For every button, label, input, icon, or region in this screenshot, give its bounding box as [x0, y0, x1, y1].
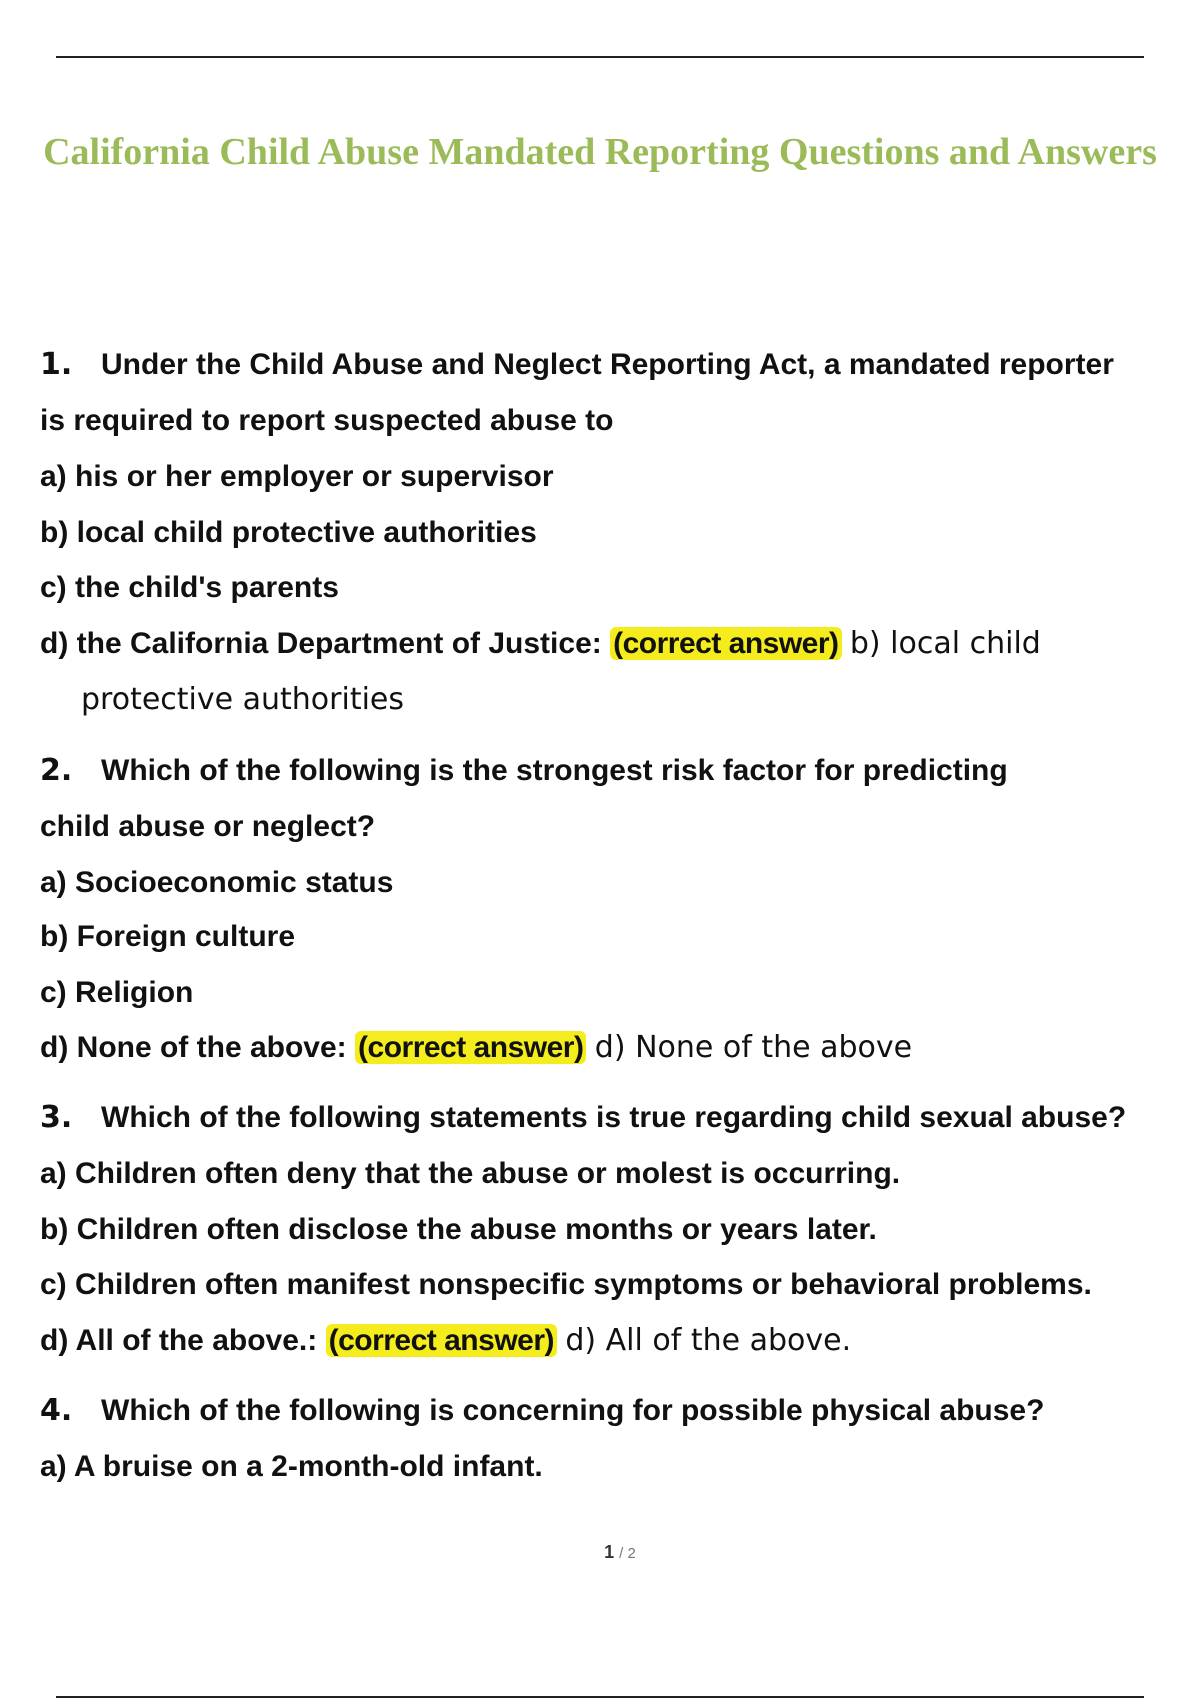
question-number: 3.	[40, 1100, 73, 1135]
option-text: d) None of the above:	[40, 1031, 347, 1064]
correct-answer-text: d) None of the above	[594, 1030, 913, 1065]
option-d	[40, 1028, 912, 1068]
option-c: c) Religion	[40, 976, 194, 1009]
option-c: c) the child's parents	[40, 571, 339, 604]
option-a: a) Children often deny that the abuse or molest is occurring.	[40, 1157, 901, 1190]
current-page: 1	[604, 1542, 615, 1562]
option-c: c) Children often manifest nonspecific symptoms or behavioral problems.	[40, 1268, 1092, 1301]
bottom-divider	[56, 1696, 1144, 1698]
question-text: Under the Child Abuse and Neglect Reporting Act, a mandated reporter	[101, 348, 1114, 381]
correct-answer-tag: (correct answer)	[355, 1031, 586, 1064]
question-3-stem	[40, 1098, 1126, 1138]
correct-answer-tag: (correct answer)	[326, 1324, 557, 1357]
option-a: a) A bruise on a 2-month-old infant.	[40, 1450, 543, 1483]
question-2-stem	[40, 751, 1008, 791]
top-divider	[56, 56, 1144, 58]
total-pages: / 2	[619, 1545, 636, 1562]
option-text: d) the California Department of Justice:	[40, 627, 602, 660]
question-number: 2.	[40, 753, 73, 788]
question-text: Which of the following is the strongest risk factor for predicting	[101, 754, 1008, 787]
option-b: b) Children often disclose the abuse months or years later.	[40, 1213, 877, 1246]
correct-answer-text: d) All of the above.	[565, 1323, 852, 1358]
page-indicator	[0, 1542, 1200, 1563]
option-b: b) Foreign culture	[40, 920, 295, 953]
question-1-stem-cont: is required to report suspected abuse to	[40, 404, 614, 437]
document-title: California Child Abuse Mandated Reporting Questions and Answers	[43, 131, 1157, 173]
correct-answer-text-cont: protective authorities	[81, 682, 405, 717]
question-4-stem	[40, 1391, 1044, 1431]
option-a: a) his or her employer or supervisor	[40, 460, 554, 493]
option-text: d) All of the above.:	[40, 1324, 318, 1357]
question-number: 4.	[40, 1393, 73, 1428]
correct-answer-text: b) local child	[849, 626, 1041, 661]
question-number: 1.	[40, 347, 73, 382]
option-b: b) local child protective authorities	[40, 516, 537, 549]
option-a: a) Socioeconomic status	[40, 866, 394, 899]
option-d	[40, 1321, 851, 1361]
question-1-stem	[40, 345, 1114, 385]
option-d	[40, 624, 1041, 664]
question-text: Which of the following statements is true regarding child sexual abuse?	[101, 1101, 1127, 1134]
question-text: Which of the following is concerning for possible physical abuse?	[101, 1394, 1045, 1427]
correct-answer-tag: (correct answer)	[610, 627, 841, 660]
question-2-stem-cont: child abuse or neglect?	[40, 810, 376, 843]
